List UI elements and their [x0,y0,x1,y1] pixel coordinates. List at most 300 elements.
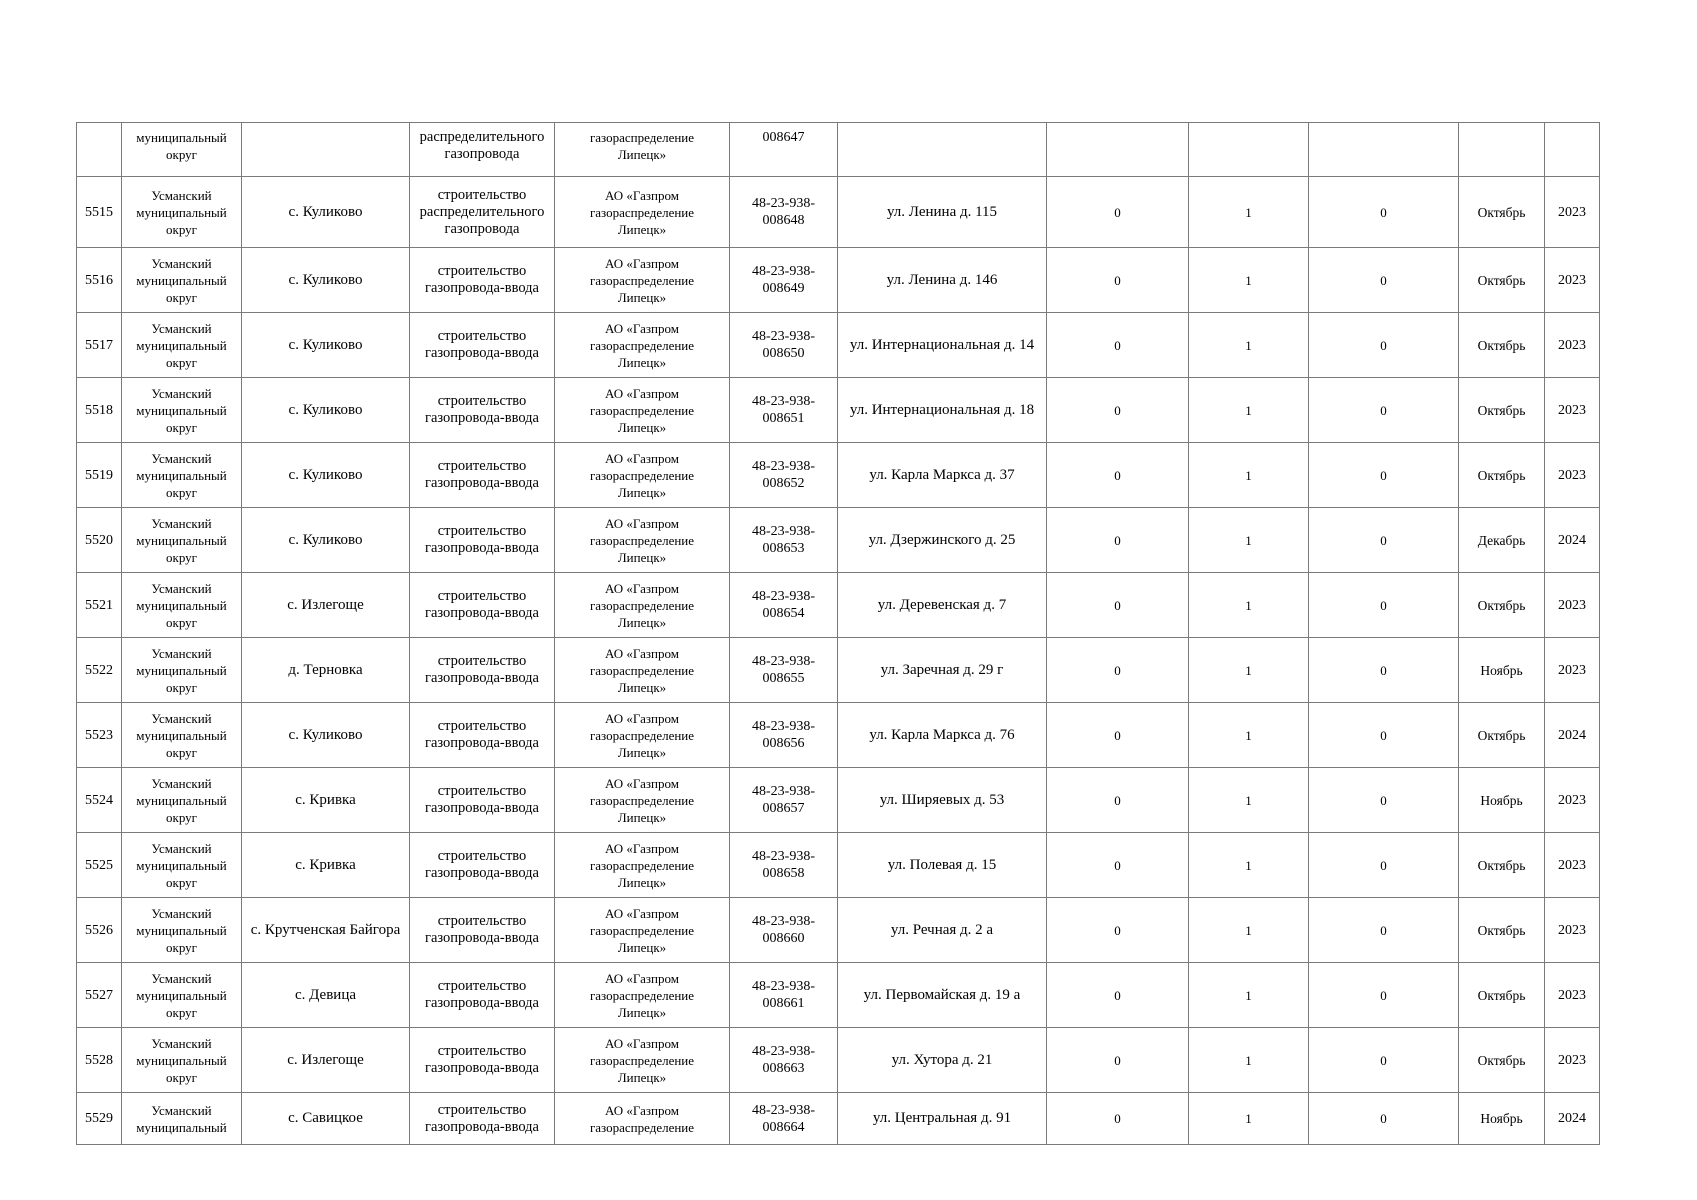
settlement-cell: с. Куликово [242,248,410,313]
month-cell: Октябрь [1459,443,1545,508]
application-code-cell-line: 008649 [762,281,805,296]
application-code-cell-line: 008650 [762,346,805,361]
organization-cell [555,963,730,1028]
application-code-cell [730,313,838,378]
work-type-cell [410,313,555,378]
application-code-cell-line: 48-23-938- [752,459,815,474]
address-cell: ул. Центральная д. 91 [838,1093,1047,1145]
work-type-cell-line: строительство [437,848,527,864]
work-type-cell [410,1093,555,1145]
district-cell-line: Усманский [151,710,212,726]
application-code-cell [730,1028,838,1093]
district-cell-line: Усманский [151,320,212,336]
table-row [77,1093,1600,1145]
row-number: 5522 [77,638,122,703]
district-cell-line: округ [166,289,197,305]
year-cell: 2024 [1545,703,1600,768]
work-type-cell-line: газопровода-ввода [425,1118,539,1135]
application-code-cell-line: 48-23-938- [752,394,815,409]
month-cell: Октябрь [1459,378,1545,443]
year-cell: 2023 [1545,1028,1600,1093]
organization-cell-line: АО «Газпром [605,840,679,856]
organization-cell [555,703,730,768]
row-number: 5523 [77,703,122,768]
organization-cell-line: Липецк» [617,221,667,237]
organization-cell-line: газораспределение [589,532,695,548]
work-type-cell [410,508,555,573]
value-2-cell: 1 [1189,638,1309,703]
district-cell-line: муниципальный [136,662,227,678]
district-cell-line: Усманский [151,515,212,531]
district-cell-line: Усманский [151,905,212,921]
organization-cell-line: АО «Газпром [605,255,679,271]
value-2-cell: 1 [1189,378,1309,443]
organization-cell [555,1028,730,1093]
table-row [77,638,1600,703]
district-cell-line: муниципальный [136,130,227,145]
work-type-cell-line: строительство [437,783,527,799]
value-3-cell: 0 [1309,768,1459,833]
month-cell: Ноябрь [1459,638,1545,703]
organization-cell [555,378,730,443]
work-type-cell-line: распределительного [419,203,545,220]
value-3-cell: 0 [1309,1028,1459,1093]
table-row [77,898,1600,963]
application-code-cell-line: 008658 [762,866,805,881]
application-code-cell-line: 008648 [762,213,805,228]
application-code-cell-line: 008660 [762,931,805,946]
organization-cell-line: АО «Газпром [605,710,679,726]
month-cell [1459,123,1545,177]
work-type-cell-line: строительство [437,978,527,994]
value-3-cell: 0 [1309,898,1459,963]
table-row [77,963,1600,1028]
organization-cell-line: АО «Газпром [605,515,679,531]
table-row [77,248,1600,313]
organization-cell-line: Липецк» [617,874,667,890]
district-cell-line: округ [166,1004,197,1020]
work-type-cell [410,833,555,898]
application-code-cell [730,177,838,248]
work-type-cell [410,768,555,833]
value-1-cell: 0 [1047,768,1189,833]
table-row [77,123,1600,177]
table-row [77,1028,1600,1093]
table-row [77,573,1600,638]
district-cell [122,177,242,248]
address-cell: ул. Интернациональная д. 18 [838,378,1047,443]
row-number: 5529 [77,1093,122,1145]
value-3-cell: 0 [1309,963,1459,1028]
settlement-cell: с. Крутченская Байгора [242,898,410,963]
application-code-cell [730,768,838,833]
application-code-cell-line: 008664 [762,1119,805,1135]
application-code-cell [730,573,838,638]
year-cell: 2023 [1545,177,1600,248]
district-cell-line: муниципальный [136,1119,227,1135]
district-cell-line: округ [166,419,197,435]
organization-cell-line: АО «Газпром [605,320,679,336]
year-cell: 2023 [1545,313,1600,378]
district-cell-line: муниципальный [136,792,227,808]
district-cell-line: округ [166,1069,197,1085]
row-number [77,123,122,177]
year-cell: 2023 [1545,833,1600,898]
organization-cell [555,313,730,378]
work-type-cell-line: строительство [437,328,527,344]
value-3-cell: 0 [1309,443,1459,508]
value-3-cell: 0 [1309,703,1459,768]
organization-cell-line: Липецк» [617,419,667,435]
settlement-cell: с. Куликово [242,378,410,443]
work-type-cell-line: строительство [437,653,527,669]
address-cell: ул. Дзержинского д. 25 [838,508,1047,573]
district-cell-line: Усманский [151,385,212,401]
address-cell [838,123,1047,177]
district-cell-line: муниципальный [136,337,227,353]
value-2-cell: 1 [1189,1028,1309,1093]
district-cell [122,123,242,177]
table-row [77,833,1600,898]
district-cell-line: Усманский [151,1035,212,1051]
work-type-cell-line: газопровода-ввода [425,345,539,361]
organization-cell [555,177,730,248]
organization-cell-line: газораспределение [589,922,695,938]
address-cell: ул. Хутора д. 21 [838,1028,1047,1093]
work-type-cell [410,123,555,177]
district-cell-line: Усманский [151,970,212,986]
work-type-cell-line: газопровода-ввода [425,670,539,686]
value-3-cell: 0 [1309,508,1459,573]
settlement-cell: с. Савицкое [242,1093,410,1145]
settlement-cell: с. Излегоще [242,1028,410,1093]
organization-cell-line: АО «Газпром [605,187,679,203]
district-cell [122,508,242,573]
value-1-cell: 0 [1047,573,1189,638]
value-1-cell: 0 [1047,833,1189,898]
district-cell [122,638,242,703]
table-body [77,123,1600,1145]
district-cell-line: муниципальный [136,532,227,548]
month-cell: Октябрь [1459,248,1545,313]
work-type-cell-line: газопровода-ввода [425,280,539,296]
value-2-cell: 1 [1189,768,1309,833]
work-type-cell-line: газопровода [444,146,520,162]
district-cell-line: округ [166,809,197,825]
address-cell: ул. Карла Маркса д. 76 [838,703,1047,768]
value-1-cell: 0 [1047,177,1189,248]
district-cell [122,378,242,443]
district-cell-line: муниципальный [136,272,227,288]
row-number: 5517 [77,313,122,378]
application-code-cell-line: 008651 [762,411,805,426]
district-cell [122,1093,242,1145]
year-cell: 2024 [1545,508,1600,573]
organization-cell [555,768,730,833]
work-type-cell-line: газопровода [444,220,520,237]
organization-cell-line: газораспределение [589,792,695,808]
organization-cell [555,898,730,963]
work-type-cell-line: газопровода-ввода [425,865,539,881]
work-type-cell-line: газопровода-ввода [425,475,539,491]
work-type-cell [410,638,555,703]
district-cell-line: Усманский [151,187,212,203]
district-cell-line: муниципальный [136,727,227,743]
value-3-cell: 0 [1309,313,1459,378]
organization-cell-line: Липецк» [617,289,667,305]
table-row [77,703,1600,768]
table-row [77,443,1600,508]
application-code-cell [730,963,838,1028]
work-type-cell-line: газопровода-ввода [425,605,539,621]
organization-cell-line: газораспределение [589,130,695,145]
district-cell-line: округ [166,614,197,630]
value-1-cell: 0 [1047,248,1189,313]
application-code-cell-line: 008654 [762,606,805,621]
settlement-cell: с. Куликово [242,177,410,248]
district-cell-line: округ [166,874,197,890]
application-code-cell [730,898,838,963]
address-cell: ул. Ширяевых д. 53 [838,768,1047,833]
settlement-cell [242,123,410,177]
organization-cell-line: газораспределение [589,727,695,743]
value-2-cell: 1 [1189,573,1309,638]
district-cell-line: Усманский [151,255,212,271]
row-number: 5525 [77,833,122,898]
organization-cell-line: АО «Газпром [605,580,679,596]
organization-cell-line: Липецк» [617,744,667,760]
organization-cell-line: газораспределение [589,337,695,353]
application-code-cell-line: 48-23-938- [752,1102,815,1118]
settlement-cell: с. Куликово [242,313,410,378]
organization-cell-line: АО «Газпром [605,385,679,401]
district-cell-line: округ [166,484,197,500]
district-cell [122,443,242,508]
application-code-cell [730,378,838,443]
district-cell [122,313,242,378]
district-cell-line: муниципальный [136,857,227,873]
organization-cell-line: газораспределение [589,467,695,483]
address-cell: ул. Ленина д. 146 [838,248,1047,313]
application-code-cell-line: 48-23-938- [752,264,815,279]
value-1-cell: 0 [1047,703,1189,768]
row-number: 5520 [77,508,122,573]
row-number: 5528 [77,1028,122,1093]
organization-cell [555,443,730,508]
settlement-cell: с. Излегоще [242,573,410,638]
work-type-cell [410,248,555,313]
application-code-cell-line: 008647 [762,130,805,145]
work-type-cell-line: газопровода-ввода [425,540,539,556]
application-code-cell-line: 48-23-938- [752,979,815,994]
application-code-cell [730,1093,838,1145]
work-type-cell [410,1028,555,1093]
organization-cell-line: Липецк» [617,1004,667,1020]
value-2-cell: 1 [1189,313,1309,378]
work-type-cell [410,898,555,963]
application-code-cell-line: 48-23-938- [752,654,815,669]
value-2-cell: 1 [1189,963,1309,1028]
application-code-cell-line: 48-23-938- [752,329,815,344]
application-code-cell-line: 008652 [762,476,805,491]
month-cell: Ноябрь [1459,768,1545,833]
application-code-cell [730,703,838,768]
district-cell-line: Усманский [151,645,212,661]
value-2-cell: 1 [1189,177,1309,248]
value-3-cell: 0 [1309,177,1459,248]
organization-cell-line: Липецк» [617,354,667,370]
work-type-cell [410,177,555,248]
organization-cell-line: АО «Газпром [605,905,679,921]
organization-cell [555,248,730,313]
address-cell: ул. Речная д. 2 а [838,898,1047,963]
district-cell-line: округ [166,939,197,955]
district-cell-line: округ [166,354,197,370]
address-cell: ул. Карла Маркса д. 37 [838,443,1047,508]
application-code-cell-line: 008657 [762,801,805,816]
district-cell-line: округ [166,549,197,565]
organization-cell-line: Липецк» [617,549,667,565]
settlement-cell: с. Куликово [242,703,410,768]
organization-cell-line: АО «Газпром [605,1035,679,1051]
value-1-cell: 0 [1047,1028,1189,1093]
district-cell-line: Усманский [151,450,212,466]
district-cell-line: муниципальный [136,597,227,613]
organization-cell-line: АО «Газпром [605,970,679,986]
row-number: 5515 [77,177,122,248]
district-cell [122,768,242,833]
work-type-cell-line: строительство [437,913,527,929]
table-row [77,378,1600,443]
year-cell: 2024 [1545,1093,1600,1145]
work-type-cell-line: строительство [437,393,527,409]
district-cell-line: муниципальный [136,467,227,483]
organization-cell [555,638,730,703]
settlement-cell: д. Терновка [242,638,410,703]
application-code-cell [730,638,838,703]
organization-cell [555,1093,730,1145]
application-code-cell-line: 008655 [762,671,805,686]
district-cell-line: Усманский [151,580,212,596]
organization-cell-line: АО «Газпром [605,775,679,791]
work-type-cell-line: строительство [437,588,527,604]
district-cell-line: Усманский [151,1102,212,1118]
year-cell [1545,123,1600,177]
district-cell-line: округ [166,147,197,162]
settlement-cell: с. Кривка [242,833,410,898]
year-cell: 2023 [1545,638,1600,703]
organization-cell-line: Липецк» [617,809,667,825]
organization-cell-line: Липецк» [617,679,667,695]
work-type-cell-line: строительство [437,718,527,734]
district-cell [122,963,242,1028]
month-cell: Октябрь [1459,898,1545,963]
month-cell: Октябрь [1459,1028,1545,1093]
value-1-cell: 0 [1047,898,1189,963]
application-code-cell-line: 48-23-938- [752,719,815,734]
application-code-cell [730,248,838,313]
organization-cell-line: АО «Газпром [605,1102,679,1118]
organization-cell-line: Липецк» [617,484,667,500]
value-3-cell: 0 [1309,1093,1459,1145]
work-type-cell-line: строительство [437,1101,527,1118]
application-code-cell-line: 008656 [762,736,805,751]
work-type-cell [410,378,555,443]
organization-cell [555,123,730,177]
work-type-cell-line: газопровода-ввода [425,800,539,816]
row-number: 5519 [77,443,122,508]
work-type-cell-line: строительство [437,1043,527,1059]
application-code-cell-line: 48-23-938- [752,589,815,604]
district-cell-line: муниципальный [136,402,227,418]
application-code-cell-line: 48-23-938- [752,914,815,929]
organization-cell-line: Липецк» [617,614,667,630]
organization-cell-line: Липецк» [617,147,667,162]
value-3-cell: 0 [1309,248,1459,313]
address-cell: ул. Ленина д. 115 [838,177,1047,248]
organization-cell-line: газораспределение [589,987,695,1003]
value-1-cell: 0 [1047,313,1189,378]
district-cell [122,703,242,768]
table-row [77,313,1600,378]
organization-cell-line: газораспределение [589,662,695,678]
organization-cell-line: газораспределение [589,857,695,873]
settlement-cell: с. Кривка [242,768,410,833]
value-2-cell [1189,123,1309,177]
month-cell: Октябрь [1459,177,1545,248]
application-code-cell [730,833,838,898]
value-3-cell: 0 [1309,378,1459,443]
district-cell-line: муниципальный [136,1052,227,1068]
work-type-cell-line: строительство [437,523,527,539]
district-cell-line: Усманский [151,840,212,856]
value-2-cell: 1 [1189,898,1309,963]
organization-cell-line: газораспределение [589,272,695,288]
year-cell: 2023 [1545,963,1600,1028]
month-cell: Ноябрь [1459,1093,1545,1145]
district-cell-line: округ [166,679,197,695]
work-type-cell [410,963,555,1028]
work-type-cell-line: строительство [437,458,527,474]
value-3-cell: 0 [1309,638,1459,703]
address-cell: ул. Заречная д. 29 г [838,638,1047,703]
organization-cell-line: АО «Газпром [605,450,679,466]
work-type-cell [410,703,555,768]
organization-cell [555,508,730,573]
application-code-cell-line: 48-23-938- [752,524,815,539]
organization-cell [555,833,730,898]
table-row [77,177,1600,248]
value-1-cell: 0 [1047,508,1189,573]
month-cell: Октябрь [1459,963,1545,1028]
district-cell [122,833,242,898]
month-cell: Декабрь [1459,508,1545,573]
organization-cell-line: Липецк» [617,1069,667,1085]
work-type-cell-line: распределительного [419,129,545,145]
year-cell: 2023 [1545,573,1600,638]
value-1-cell: 0 [1047,1093,1189,1145]
application-code-cell-line: 008661 [762,996,805,1011]
value-2-cell: 1 [1189,443,1309,508]
application-code-cell-line: 48-23-938- [752,1044,815,1059]
organization-cell-line: АО «Газпром [605,645,679,661]
year-cell: 2023 [1545,443,1600,508]
address-cell: ул. Первомайская д. 19 а [838,963,1047,1028]
month-cell: Октябрь [1459,573,1545,638]
value-3-cell: 0 [1309,833,1459,898]
organization-cell-line: газораспределение [589,204,695,220]
address-cell: ул. Полевая д. 15 [838,833,1047,898]
